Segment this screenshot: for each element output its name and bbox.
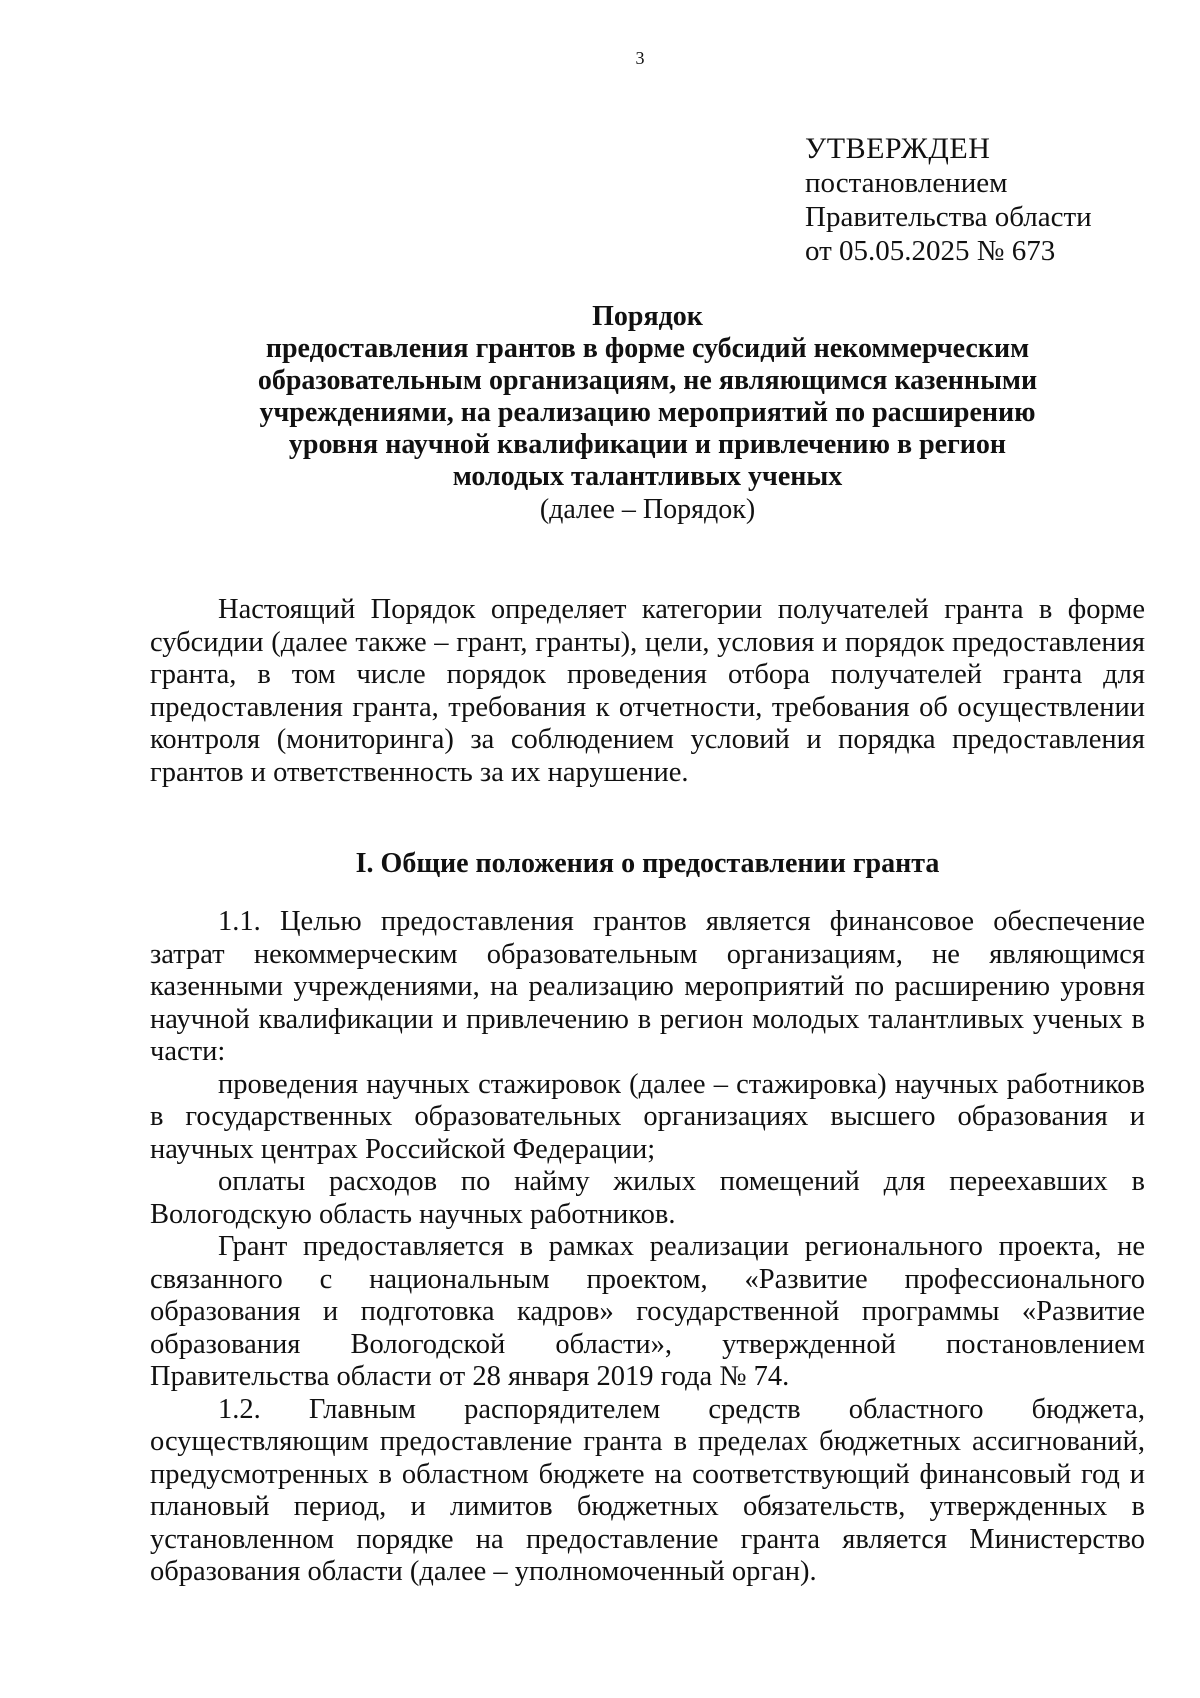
approval-line: Правительства области	[805, 201, 1092, 233]
paragraph: 1.2. Главным распорядителем средств областного бюджета, осуществляющим предоставление гранта в пределах бюджетных ассигнований, предусмотренных в областном бюджете на соответствующий финансовый год и плановый период, и лимитов бюджетных обязательств, утвержденных в установленном порядке на предоставление гранта является Министерство образования области (далее – уполномоченный орган).	[150, 1393, 1145, 1587]
approval-stamp-block	[805, 132, 1092, 268]
paragraph: 1.1. Целью предоставления грантов является финансовое обеспечение затрат некоммерческим образовательным организациям, не являющимся казенными учреждениями, на реализацию мероприятий по расширению уровня научной квалификации и привлечению в регион молодых талантливых ученых в части:	[150, 906, 1145, 1067]
approval-heading: УТВЕРЖДЕН	[805, 132, 991, 165]
approval-line: постановлением	[805, 167, 1008, 199]
paragraph: проведения научных стажировок (далее – стажировка) научных работников в государственных образовательных организациях высшего образования и научных центрах Российской Федерации;	[150, 1068, 1145, 1165]
document-subtitle-line: учреждениями, на реализацию мероприятий по расширению	[259, 397, 1036, 428]
document-subtitle-line: образовательным организациям, не являющимся казенными	[257, 365, 1038, 396]
section-title: I. Общие положения о предоставлении гранта	[355, 848, 940, 879]
section-1-body	[150, 906, 1145, 1589]
document-subtitle-line: молодых талантливых ученых	[452, 461, 843, 492]
document-title: Порядок	[592, 301, 703, 332]
document-subtitle-line: предоставления грантов в форме субсидий некоммерческим	[265, 333, 1030, 364]
document-title-block	[150, 300, 1145, 527]
document-title-note: (далее – Порядок)	[539, 494, 756, 525]
section-1	[150, 848, 1145, 881]
page-number: 3	[635, 48, 645, 68]
approval-date-number: от 05.05.2025 № 673	[805, 235, 1056, 267]
intro-block	[150, 594, 1145, 789]
intro-paragraph: Настоящий Порядок определяет категории получателей гранта в форме субсидии (далее также – грант, гранты), цели, условия и порядок предоставления гранта, в том числе порядок проведения отбора получателей гранта для предоставления гранта, требования к отчетности, требования об осуществлении контроля (мониторинга) за соблюдением условий и порядка предоставления грантов и ответственность за их нарушение.	[150, 594, 1145, 788]
paragraph: оплаты расходов по найму жилых помещений для переехавших в Вологодскую область научных работников.	[150, 1166, 1145, 1230]
paragraph: Грант предоставляется в рамках реализации регионального проекта, не связанного с национальным проектом, «Развитие профессионального образования и подготовка кадров» государственной программы «Развитие образования Вологодской области», утвержденной постановлением Правительства области от 28 января 2019 года № 74.	[150, 1231, 1145, 1392]
document-subtitle-line: уровня научной квалификации и привлечению в регион	[288, 429, 1007, 460]
